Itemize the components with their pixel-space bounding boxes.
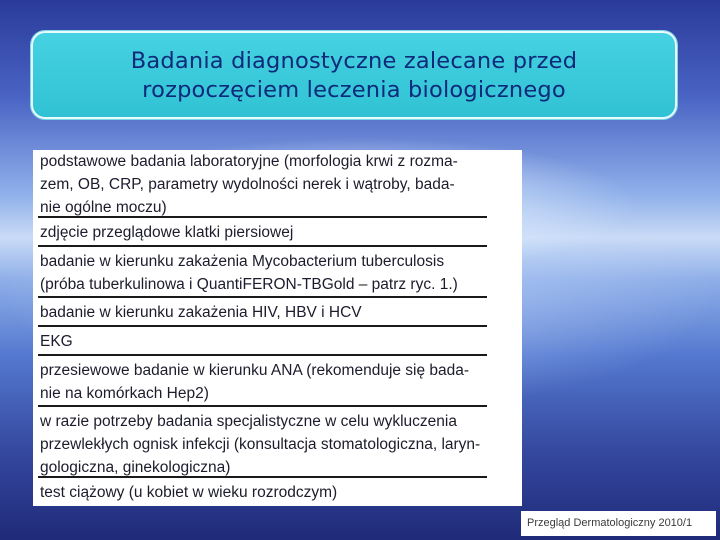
- slide-title-line-2: rozpoczęciem leczenia biologicznego: [142, 77, 566, 103]
- table-row: [38, 150, 487, 218]
- table-row: [38, 330, 487, 356]
- slide-title-line-1: Badania diagnostyczne zalecane przed: [130, 48, 578, 74]
- row-text-line: badanie w kierunku zakażenia Mycobacterium tuberculosis: [40, 253, 445, 270]
- table-row: [38, 481, 487, 505]
- row-text-line: badanie w kierunku zakażenia HIV, HBV i HCV: [40, 304, 362, 321]
- row-text-line: nie ogólne moczu): [40, 199, 167, 216]
- slide-title-box: [31, 31, 677, 119]
- table-row: [38, 221, 487, 247]
- row-text-line: zdjęcie przeglądowe klatki piersiowej: [40, 224, 294, 241]
- row-text-line: nie na komórkach Hep2): [40, 385, 209, 402]
- row-text-line: (próba tuberkulinowa i QuantiFERON-TBGold – patrz ryc. 1.): [40, 276, 458, 293]
- row-text-line: gologiczna, ginekologiczna): [40, 459, 231, 476]
- row-text-line: test ciążowy (u kobiet w wieku rozrodczym): [40, 484, 338, 501]
- row-text-line: zem, OB, CRP, parametry wydolności nerek i wątroby, bada-: [40, 176, 455, 193]
- row-text-line: w razie potrzeby badania specjalistyczne w celu wykluczenia: [40, 413, 457, 430]
- source-caption: Przegląd Dermatologiczny 2010/1: [521, 511, 716, 536]
- row-text-line: przewlekłych ognisk infekcji (konsultacja stomatologiczna, laryn-: [40, 436, 481, 453]
- row-text-line: EKG: [40, 333, 73, 350]
- row-text-line: przesiewowe badanie w kierunku ANA (rekomenduje się bada-: [40, 362, 470, 379]
- diagnostic-table: [33, 150, 522, 506]
- table-row: [38, 410, 487, 478]
- table-row: [38, 250, 487, 298]
- table-row: [38, 359, 487, 407]
- row-text-line: podstawowe badania laboratoryjne (morfologia krwi z rozma-: [40, 153, 458, 170]
- slide-title: [33, 47, 675, 105]
- table-row: [38, 301, 487, 327]
